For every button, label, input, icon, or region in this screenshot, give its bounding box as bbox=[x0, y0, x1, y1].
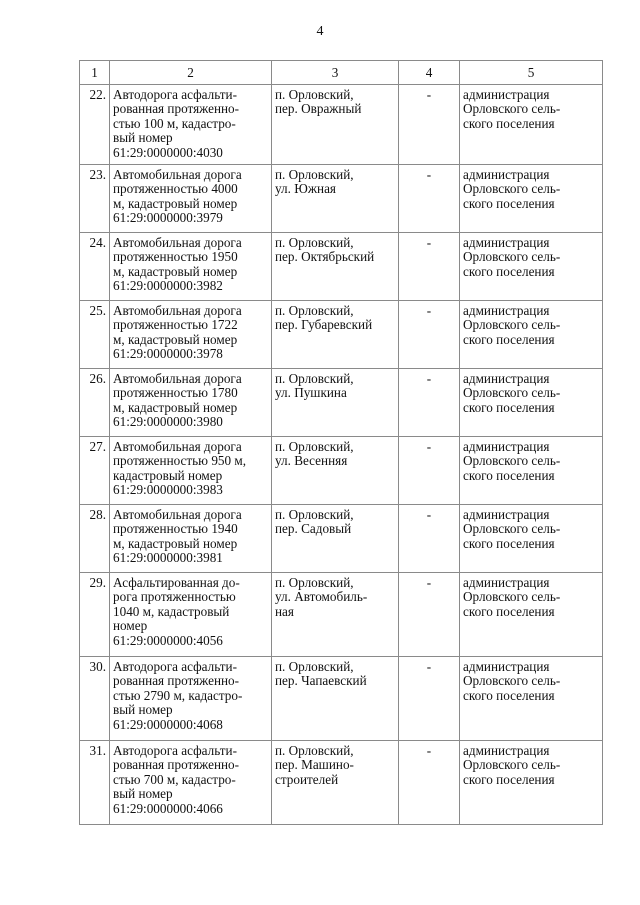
row-number: 31. bbox=[80, 741, 110, 825]
road-description-line: 61:29:0000000:4056 bbox=[113, 632, 223, 648]
owner-organization bbox=[460, 505, 603, 573]
header-col-4: 4 bbox=[399, 61, 460, 85]
road-address-line: п. Орловский, bbox=[275, 235, 354, 251]
owner-organization-line: администрация bbox=[463, 575, 550, 591]
owner-organization-line: ского поселения bbox=[463, 603, 555, 619]
column-4-value: - bbox=[399, 657, 460, 741]
owner-organization-line: ского поселения bbox=[463, 263, 555, 279]
row-number: 24. bbox=[80, 233, 110, 301]
table-header bbox=[80, 61, 603, 85]
road-address bbox=[272, 505, 399, 573]
owner-organization bbox=[460, 741, 603, 825]
road-address-line: ул. Весенняя bbox=[275, 453, 348, 469]
road-description-line: рованная протяженно- bbox=[113, 101, 240, 117]
road-description-line: 61:29:0000000:4030 bbox=[113, 144, 223, 160]
owner-organization-line: администрация bbox=[463, 507, 550, 523]
road-description-line: м, кадастровый номер bbox=[113, 195, 238, 211]
road-address-line: п. Орловский, bbox=[275, 743, 354, 759]
owner-organization-line: ского поселения bbox=[463, 467, 555, 483]
owner-organization-line: ского поселения bbox=[463, 399, 555, 415]
owner-organization-line: ского поселения bbox=[463, 331, 555, 347]
road-description-line: протяженностью 4000 bbox=[113, 181, 238, 197]
road-description-line: вый номер bbox=[113, 130, 173, 146]
road-description-line: 61:29:0000000:4068 bbox=[113, 716, 223, 732]
table-row bbox=[80, 505, 603, 573]
road-address-line: пер. Овражный bbox=[275, 101, 362, 117]
road-description-line: м, кадастровый номер bbox=[113, 263, 238, 279]
road-address-line: строителей bbox=[275, 771, 339, 787]
column-4-value: - bbox=[399, 301, 460, 369]
row-number: 26. bbox=[80, 369, 110, 437]
owner-organization-line: Орловского сель- bbox=[463, 453, 561, 469]
owner-organization-line: Орловского сель- bbox=[463, 385, 561, 401]
owner-organization-line: администрация bbox=[463, 87, 550, 102]
owner-organization-line: Орловского сель- bbox=[463, 249, 561, 265]
owner-organization-line: администрация bbox=[463, 235, 550, 251]
road-description-line: 61:29:0000000:3983 bbox=[113, 482, 223, 498]
road-address-line: п. Орловский, bbox=[275, 575, 354, 591]
road-address bbox=[272, 301, 399, 369]
road-description bbox=[110, 165, 272, 233]
road-address-line: п. Орловский, bbox=[275, 507, 354, 523]
road-address-line: ная bbox=[275, 603, 294, 619]
road-description-line: протяженностью 1722 bbox=[113, 317, 238, 333]
road-address-line: ул. Южная bbox=[275, 181, 336, 197]
road-description-line: протяженностью 1950 bbox=[113, 249, 238, 265]
road-address bbox=[272, 741, 399, 825]
road-address-line: пер. Машино- bbox=[275, 757, 354, 773]
road-description-line: стью 2790 м, кадастро- bbox=[113, 687, 243, 703]
road-description-line: кадастровый номер bbox=[113, 467, 223, 483]
table-row bbox=[80, 741, 603, 825]
header-col-2: 2 bbox=[110, 61, 272, 85]
road-description-line: протяженностью 950 м, bbox=[113, 453, 247, 469]
owner-organization bbox=[460, 233, 603, 301]
road-description bbox=[110, 573, 272, 657]
road-description-line: вый номер bbox=[113, 702, 173, 718]
road-address bbox=[272, 369, 399, 437]
road-description-line: м, кадастровый номер bbox=[113, 399, 238, 415]
owner-organization bbox=[460, 369, 603, 437]
column-4-value: - bbox=[399, 165, 460, 233]
road-description-line: Автомобильная дорога bbox=[113, 507, 242, 523]
road-description-line: Автодорога асфальти- bbox=[113, 87, 237, 102]
road-description-line: 61:29:0000000:3982 bbox=[113, 278, 223, 294]
owner-organization-line: ского поселения bbox=[463, 535, 555, 551]
row-number: 22. bbox=[80, 85, 110, 165]
road-address-line: ул. Автомобиль- bbox=[275, 589, 368, 605]
road-address-line: пер. Губаревский bbox=[275, 317, 373, 333]
road-description-line: Автомобильная дорога bbox=[113, 439, 242, 455]
road-description-line: Автомобильная дорога bbox=[113, 235, 242, 251]
road-address bbox=[272, 437, 399, 505]
page-number: 4 bbox=[316, 24, 324, 39]
row-number: 27. bbox=[80, 437, 110, 505]
column-4-value: - bbox=[399, 437, 460, 505]
row-number: 28. bbox=[80, 505, 110, 573]
owner-organization-line: администрация bbox=[463, 167, 550, 183]
owner-organization bbox=[460, 657, 603, 741]
header-row bbox=[80, 61, 603, 85]
road-address-line: п. Орловский, bbox=[275, 659, 354, 675]
road-description bbox=[110, 505, 272, 573]
road-description-line: номер bbox=[113, 618, 148, 634]
owner-organization-line: ского поселения bbox=[463, 195, 555, 211]
owner-organization-line: Орловского сель- bbox=[463, 181, 561, 197]
header-col-3: 3 bbox=[272, 61, 399, 85]
road-description-line: протяженностью 1780 bbox=[113, 385, 238, 401]
owner-organization-line: администрация bbox=[463, 371, 550, 387]
road-description-line: Автодорога асфальти- bbox=[113, 743, 237, 759]
column-4-value: - bbox=[399, 369, 460, 437]
road-description-line: 61:29:0000000:3981 bbox=[113, 550, 223, 566]
owner-organization-line: Орловского сель- bbox=[463, 317, 561, 333]
road-address-line: пер. Чапаевский bbox=[275, 673, 367, 689]
owner-organization-line: Орловского сель- bbox=[463, 521, 561, 537]
road-description-line: 1040 м, кадастровый bbox=[113, 603, 230, 619]
road-address-line: п. Орловский, bbox=[275, 303, 354, 319]
road-description-line: Автомобильная дорога bbox=[113, 371, 242, 387]
owner-organization-line: администрация bbox=[463, 743, 550, 759]
road-description-line: Автомобильная дорога bbox=[113, 167, 242, 183]
owner-organization bbox=[460, 85, 603, 165]
road-description bbox=[110, 437, 272, 505]
owner-organization bbox=[460, 165, 603, 233]
column-4-value: - bbox=[399, 505, 460, 573]
road-description bbox=[110, 85, 272, 165]
road-address bbox=[272, 233, 399, 301]
road-address-line: пер. Садовый bbox=[275, 521, 352, 537]
owner-organization-line: Орловского сель- bbox=[463, 589, 561, 605]
owner-organization-line: Орловского сель- bbox=[463, 673, 561, 689]
table-row bbox=[80, 233, 603, 301]
road-description-line: стью 100 м, кадастро- bbox=[113, 115, 236, 131]
table-row bbox=[80, 369, 603, 437]
road-description-line: протяженностью 1940 bbox=[113, 521, 238, 537]
roads-registry-table bbox=[79, 60, 603, 825]
column-4-value: - bbox=[399, 573, 460, 657]
road-description-line: стью 700 м, кадастро- bbox=[113, 771, 236, 787]
owner-organization bbox=[460, 437, 603, 505]
road-description bbox=[110, 301, 272, 369]
table-row bbox=[80, 573, 603, 657]
owner-organization-line: Орловского сель- bbox=[463, 101, 561, 117]
owner-organization-line: администрация bbox=[463, 439, 550, 455]
road-description-line: рованная протяженно- bbox=[113, 673, 240, 689]
table-row bbox=[80, 301, 603, 369]
owner-organization-line: администрация bbox=[463, 659, 550, 675]
table-body bbox=[80, 85, 603, 825]
row-number: 29. bbox=[80, 573, 110, 657]
road-description-line: 61:29:0000000:3978 bbox=[113, 346, 223, 362]
road-description-line: Автодорога асфальти- bbox=[113, 659, 237, 675]
table-row bbox=[80, 85, 603, 165]
road-address-line: п. Орловский, bbox=[275, 87, 354, 102]
table-row bbox=[80, 165, 603, 233]
owner-organization-line: ского поселения bbox=[463, 687, 555, 703]
road-address bbox=[272, 573, 399, 657]
road-description-line: рога протяженностью bbox=[113, 589, 236, 605]
road-description-line: Автомобильная дорога bbox=[113, 303, 242, 319]
owner-organization bbox=[460, 301, 603, 369]
road-description-line: м, кадастровый номер bbox=[113, 535, 238, 551]
road-description-line: вый номер bbox=[113, 786, 173, 802]
row-number: 23. bbox=[80, 165, 110, 233]
road-description-line: Асфальтированная до- bbox=[113, 575, 240, 591]
road-address-line: п. Орловский, bbox=[275, 167, 354, 183]
owner-organization-line: ского поселения bbox=[463, 771, 555, 787]
road-description-line: м, кадастровый номер bbox=[113, 331, 238, 347]
road-description-line: рованная протяженно- bbox=[113, 757, 240, 773]
road-address-line: пер. Октябрьский bbox=[275, 249, 375, 265]
header-col-5: 5 bbox=[460, 61, 603, 85]
column-4-value: - bbox=[399, 85, 460, 165]
road-description bbox=[110, 369, 272, 437]
road-address-line: ул. Пушкина bbox=[275, 385, 347, 401]
owner-organization-line: Орловского сель- bbox=[463, 757, 561, 773]
table-row bbox=[80, 657, 603, 741]
road-address-line: п. Орловский, bbox=[275, 439, 354, 455]
owner-organization-line: ского поселения bbox=[463, 115, 555, 131]
road-address-line: п. Орловский, bbox=[275, 371, 354, 387]
road-address bbox=[272, 85, 399, 165]
column-4-value: - bbox=[399, 233, 460, 301]
header-col-1: 1 bbox=[80, 61, 110, 85]
road-description-line: 61:29:0000000:3979 bbox=[113, 210, 223, 226]
road-address bbox=[272, 165, 399, 233]
row-number: 30. bbox=[80, 657, 110, 741]
road-description bbox=[110, 741, 272, 825]
road-description-line: 61:29:0000000:3980 bbox=[113, 414, 223, 430]
column-4-value: - bbox=[399, 741, 460, 825]
owner-organization bbox=[460, 573, 603, 657]
row-number: 25. bbox=[80, 301, 110, 369]
table-row bbox=[80, 437, 603, 505]
road-description bbox=[110, 233, 272, 301]
road-address bbox=[272, 657, 399, 741]
road-description bbox=[110, 657, 272, 741]
owner-organization-line: администрация bbox=[463, 303, 550, 319]
road-description-line: 61:29:0000000:4066 bbox=[113, 800, 223, 816]
